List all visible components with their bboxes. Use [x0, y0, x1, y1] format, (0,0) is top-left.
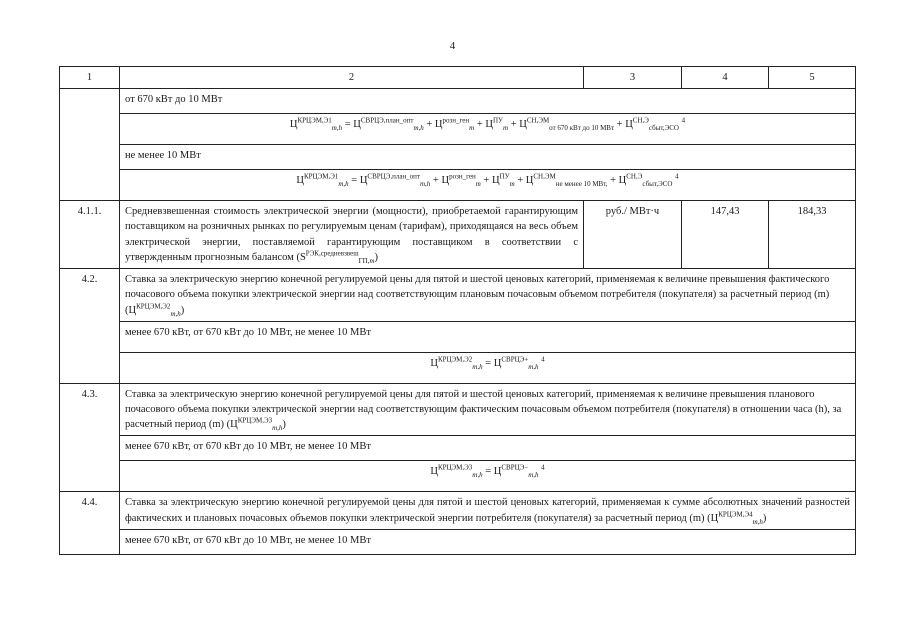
subrange-label: менее 670 кВт, от 670 кВт до 10 МВт, не менее 10 МВт — [120, 529, 856, 554]
unit-cell: руб./ МВт·ч — [584, 201, 682, 269]
subrange-label: от 670 кВт до 10 МВт — [120, 89, 856, 114]
subrange-label: менее 670 кВт, от 670 кВт до 10 МВт, не менее 10 МВт — [120, 436, 856, 461]
section-description: Ставка за электрическую энергию конечной регулируемой цены для пятой и шестой ценовых категорий, применяемая к величине превышения планового почасового объема покупки электрической энергии над соответствующим фактическим почасовым объемом потребителя (покупателя) в отношении часа (h), за расчетный период (m) $(Ц^{КРЦЭМ,Э3}_{m,h})$ — [120, 383, 856, 436]
table-row — [60, 383, 856, 436]
section-number: 4.1.1. — [60, 201, 120, 269]
footnote-mark: 4 — [541, 463, 545, 472]
formula-e3: $Ц^{КРЦЭМ,Э3}_{m,h} = Ц^{СВРЦЭ-}_{m,h}$ — [430, 463, 539, 480]
section-number: 4.4. — [60, 492, 120, 554]
table-row — [60, 492, 856, 529]
table-row — [60, 529, 856, 554]
footnote-mark: 4 — [675, 172, 679, 181]
section-description: Ставка за электрическую энергию конечной регулируемой цены для пятой и шестой ценовых категорий, применяемая к величине превышения фактического почасового объема покупки электрической энергии над соответствующим плановым почасовым объемом потребителя (покупателя) за расчетный период (m) $(Ц^{КРЦЭМ,Э2}_{m,h})$ — [120, 269, 856, 322]
tariff-table — [59, 66, 856, 555]
header-col-3: 3 — [584, 67, 682, 89]
section-description: Средневзвешенная стоимость электрической энергии (мощности), приобретаемой гарантирующим поставщиком на розничных рынках по регулируемым ценам (тарифам), приходящаяся на весь объем электрической энергии, поставляемой гарантирующим поставщиком в соответствии с утвержденным прогнозным балансом $(S^{РЭК,средневзвеш}_{ГП,m})$ — [120, 201, 584, 269]
section-number: 4.2. — [60, 269, 120, 384]
formula-cell — [120, 114, 856, 145]
table-row — [60, 321, 856, 352]
header-col-5: 5 — [769, 67, 856, 89]
formula-e1-second: $Ц^{КРЦЭМ,Э1}_{m,h} = Ц^{СВРЦЭ,план\_опт}_{m,h} + Ц^{розн\_ген}_m + Ц^{ПУ}_m + Ц^{СН,ЭМ}_{не менее 10 МВт,} + Ц^{СН,Э}_{сбыт,ЭСО}$ — [296, 172, 673, 189]
formula-cell — [120, 461, 856, 492]
section-description: Ставка за электрическую энергию конечной регулируемой цены для пятой и шестой ценовых категорий, применяемая к сумме абсолютных значений разностей фактических и плановых почасовых объемов покупки электрической энергии потребителя (покупателя) за расчетный период (m) $(Ц^{КРЦЭМ,Э4}_{m,h})$ — [120, 492, 856, 529]
header-col-2: 2 — [120, 67, 584, 89]
table-row — [60, 436, 856, 461]
header-col-4: 4 — [682, 67, 769, 89]
section-number: 4.3. — [60, 383, 120, 492]
table-row — [60, 89, 856, 114]
formula-cell — [120, 352, 856, 383]
table-row — [60, 114, 856, 145]
footnote-mark: 4 — [541, 355, 545, 364]
empty-cell — [60, 89, 120, 201]
footnote-mark: 4 — [681, 116, 686, 125]
table-row — [60, 461, 856, 492]
subrange-label: не менее 10 МВт — [120, 145, 856, 170]
table-row — [60, 352, 856, 383]
formula-e1-first: $Ц^{КРЦЭМ,Э1}_{m,h} = Ц^{СВРЦЭ,план\_опт}_{m,h} + Ц^{розн\_ген}_m + Ц^{ПУ}_m + Ц^{СН,ЭМ}_{от 670 кВт до 10 МВт} + Ц^{СН,Э}_{сбыт,ЭСО}$ — [289, 116, 679, 133]
subrange-label: менее 670 кВт, от 670 кВт до 10 МВт, не менее 10 МВт — [120, 321, 856, 352]
table-header-row — [60, 67, 856, 89]
value-cell-col4: 147,43 — [682, 201, 769, 269]
table-row — [60, 145, 856, 170]
header-col-1: 1 — [60, 67, 120, 89]
table-row — [60, 201, 856, 269]
value-cell-col5: 184,33 — [769, 201, 856, 269]
page-number: 4 — [449, 40, 456, 52]
table-row — [60, 269, 856, 322]
formula-cell — [120, 170, 856, 201]
formula-e2: $Ц^{КРЦЭМ,Э2}_{m,h} = Ц^{СВРЦЭ+}_{m,h}$ — [430, 355, 539, 371]
table-row — [60, 170, 856, 201]
